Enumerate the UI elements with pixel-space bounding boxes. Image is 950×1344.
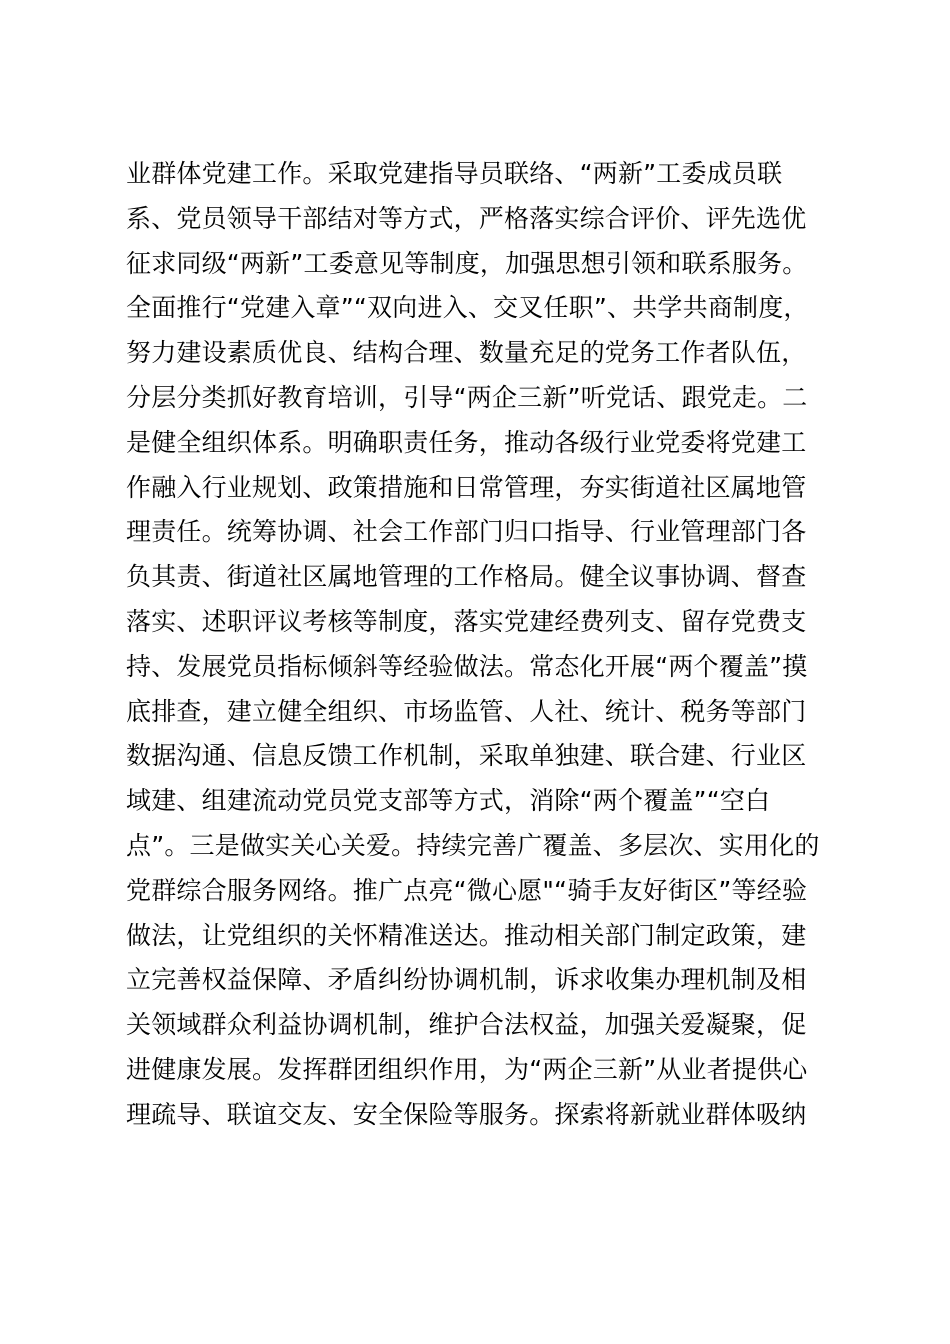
text-line: 业群体党建工作。采取党建指导员联络、“两新”工委成员联 (126, 159, 783, 188)
text-line: 全面推行“党建入章”“双向进入、交叉任职”、共学共商制度， (126, 293, 809, 323)
text-line: 系、党员领导干部结对等方式，严格落实综合评价、评先选优 (126, 203, 807, 233)
text-line: 域建、组建流动党员党支部等方式，消除“两个覆盖”“空白 (126, 786, 771, 816)
text-line: 做法，让党组织的关怀精准送达。推动相关部门制定政策，建 (126, 920, 807, 950)
text-line: 落实、述职评议考核等制度，落实党建经费列支、留存党费支 (126, 606, 807, 636)
text-line: 是健全组织体系。明确职责任务，推动各级行业党委将党建工 (126, 427, 807, 457)
body-text (126, 152, 836, 1138)
text-line: 作融入行业规划、政策措施和日常管理，夯实街道社区属地管 (126, 472, 807, 502)
text-line: 理疏导、联谊交友、安全保险等服务。探索将新就业群体吸纳 (126, 1099, 807, 1129)
text-line: 党群综合服务网络。推广点亮“微心愿"“骑手友好街区”等经验 (126, 875, 808, 905)
text-line: 立完善权益保障、矛盾纠纷协调机制，诉求收集办理机制及相 (126, 965, 807, 995)
text-line: 负其责、街道社区属地管理的工作格局。健全议事协调、督查 (126, 562, 807, 592)
text-line: 底排查，建立健全组织、市场监管、人社、统计、税务等部门 (126, 696, 807, 726)
text-line: 持、发展党员指标倾斜等经验做法。常态化开展“两个覆盖”摸 (126, 651, 808, 681)
text-line: 关领域群众利益协调机制，维护合法权益，加强关爱凝聚，促 (126, 1010, 807, 1040)
text-line: 征求同级“两新”工委意见等制度，加强思想引领和联系服务。 (126, 248, 808, 278)
text-line: 数据沟通、信息反馈工作机制，采取单独建、联合建、行业区 (126, 741, 807, 771)
text-line: 分层分类抓好教育培训，引导“两企三新”听党话、跟党走。二 (126, 382, 808, 412)
text-line: 努力建设素质优良、结构合理、数量充足的党务工作者队伍， (126, 338, 807, 368)
text-line: 理责任。统筹协调、社会工作部门归口指导、行业管理部门各 (126, 517, 807, 547)
text-line: 点”。三是做实关心关爱。持续完善广覆盖、多层次、实用化的 (126, 830, 820, 860)
text-line: 进健康发展。发挥群团组织作用，为“两企三新”从业者提供心 (126, 1054, 808, 1084)
